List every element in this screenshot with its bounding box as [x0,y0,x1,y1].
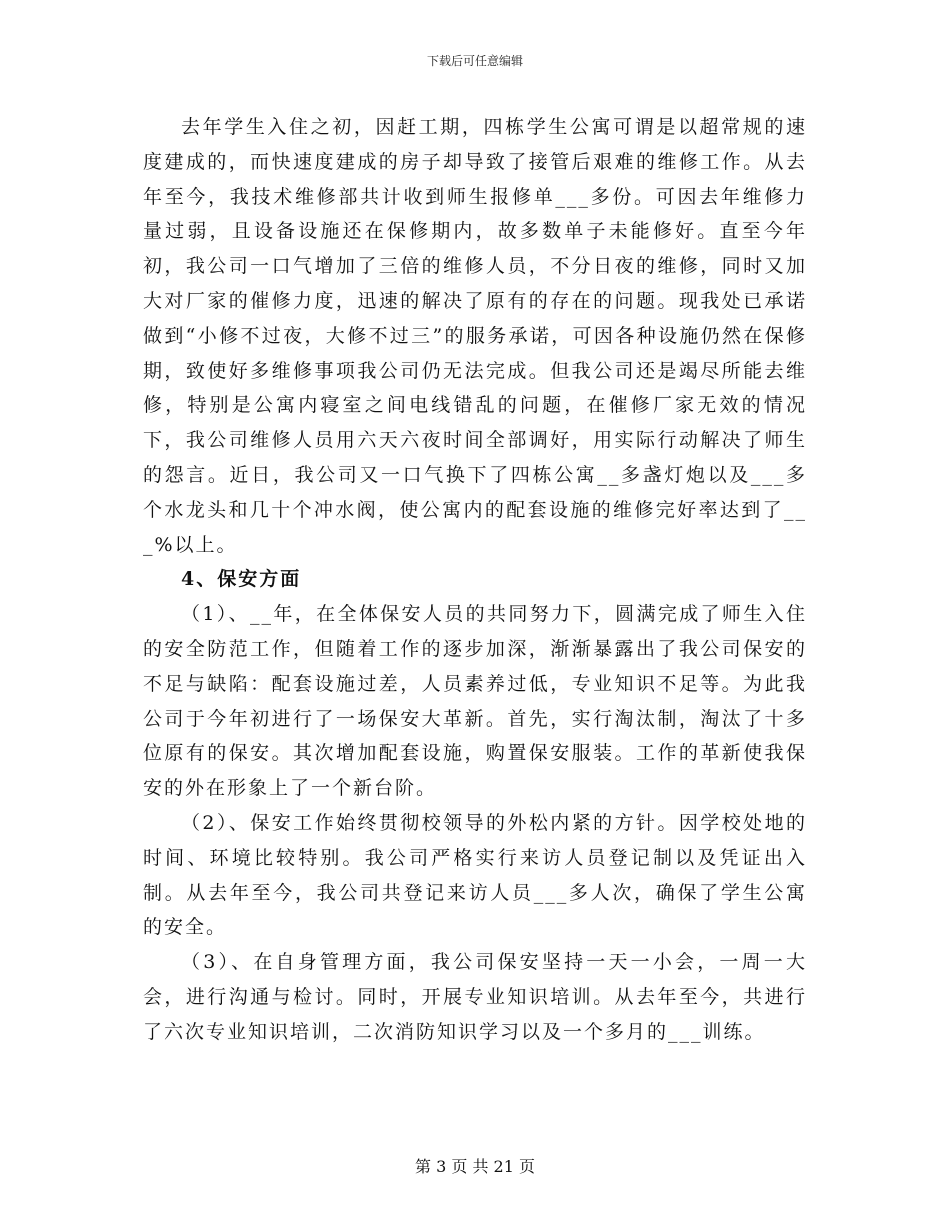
security-paragraph-1: （1）、__年，在全体保安人员的共同努力下，圆满完成了师生入住的安全防范工作，但随着工作的逐步加深，渐渐暴露出了我公司保安的不足与缺陷：配套设施过差，人员素养过低，专业知识不足等。为此我公司于今年初进行了一场保安大革新。首先，实行淘汰制，淘汰了十多位原有的保安。其次增加配套设施，购置保安服装。工作的革新使我保安的外在形象上了一个新台阶。 [143,603,807,800]
maintenance-paragraph: 去年学生入住之初，因赶工期，四栋学生公寓可谓是以超常规的速度建成的，而快速度建成的房子却导致了接管后艰难的维修工作。从去年至今，我技术维修部共计收到师生报修单___多份。可因去年维修力量过弱，且设备设施还在保修期内，故多数单子未能修好。直至今年初，我公司一口气增加了三倍的维修人员，不分日夜的维修，同时又加大对厂家的催修力度，迅速的解决了原有的存在的问题。现我处已承诺做到“小修不过夜，大修不过三”的服务承诺，可因各种设施仍然在保修期，致使好多维修事项我公司仍无法完成。但我公司还是竭尽所能去维修，特别是公寓内寝室之间电线错乱的问题，在催修厂家无效的情况下，我公司维修人员用六天六夜时间全部调好，用实际行动解决了师生的怨言。近日，我公司又一口气换下了四栋公寓__多盏灯炮以及___多个水龙头和几十个冲水阀，使公寓内的配套设施的维修完好率达到了___%以上。 [143,116,807,556]
page-number-footer: 第 3 页 共 21 页 [415,1157,535,1176]
page-header-note: 下载后可任意编辑 [426,54,523,68]
security-paragraph-3: （3）、在自身管理方面，我公司保安坚持一天一小会，一周一大会，进行沟通与检讨。同时，开展专业知识培训。从去年至今，共进行了六次专业知识培训，二次消防知识学习以及一个多月的___训练。 [143,951,807,1043]
document-body [143,110,807,1050]
section-heading-security: 4、保安方面 [181,568,302,591]
security-paragraph-2: （2）、保安工作始终贯彻校领导的外松内紧的方针。因学校处地的时间、环境比较特别。我公司严格实行来访人员登记制以及凭证出入制。从去年至今，我公司共登记来访人员___多人次，确保了学生公寓的安全。 [143,811,807,939]
